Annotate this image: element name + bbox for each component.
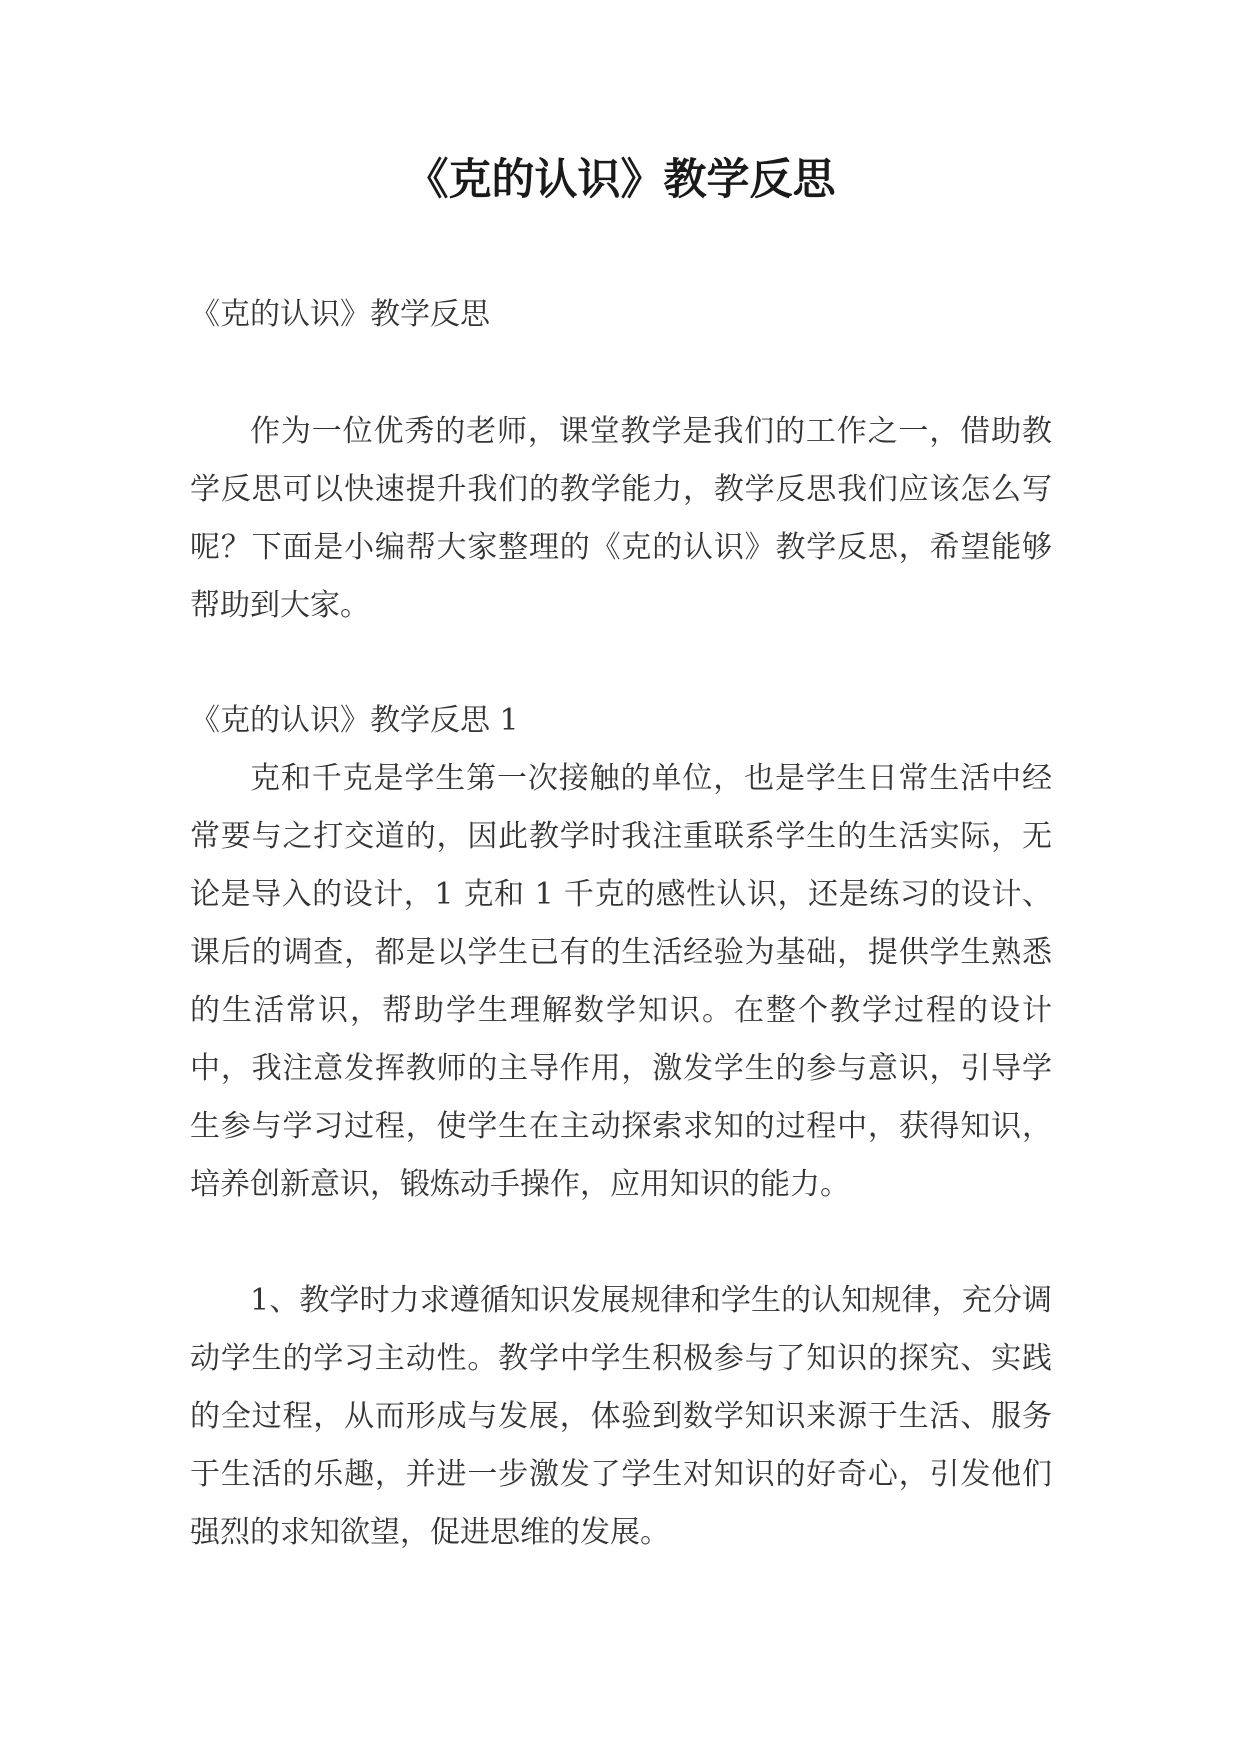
subheading: 《克的认识》教学反思 — [190, 297, 490, 332]
section-heading: 《克的认识》教学反思 1 — [190, 703, 519, 738]
section-paragraph: 1、教学时力求遵循知识发展规律和学生的认知规律，充分调动学生的学习主动性。教学中学生积极参与了知识的探究、实践的全过程，从而形成与发展，体验到数学知识来源于生活、服务于生活的乐趣，并进一步激发了学生对知识的好奇心，引发他们强烈的求知欲望，促进思维的发展。 — [190, 1283, 1052, 1550]
section-paragraph: 克和千克是学生第一次接触的单位，也是学生日常生活中经常要与之打交道的，因此教学时我注重联系学生的生活实际，无论是导入的设计，1 克和 1 千克的感性认识，还是练习的设计、课后的调查，都是以学生已有的生活经验为基础，提供学生熟悉的生活常识，帮助学生理解数学知识。在整个教学过程的设计中，我注意发挥教师的主导作用，激发学生的参与意识，引导学生参与学习过程，使学生在主动探索求知的过程中，获得知识，培养创新意识，锻炼动手操作，应用知识的能力。 — [190, 761, 1052, 1202]
document-title: 《克的认识》教学反思 — [405, 155, 836, 205]
intro-paragraph: 作为一位优秀的老师，课堂教学是我们的工作之一，借助教学反思可以快速提升我们的教学能力，教学反思我们应该怎么写呢？下面是小编帮大家整理的《克的认识》教学反思，希望能够帮助到大家。 — [190, 414, 1052, 623]
